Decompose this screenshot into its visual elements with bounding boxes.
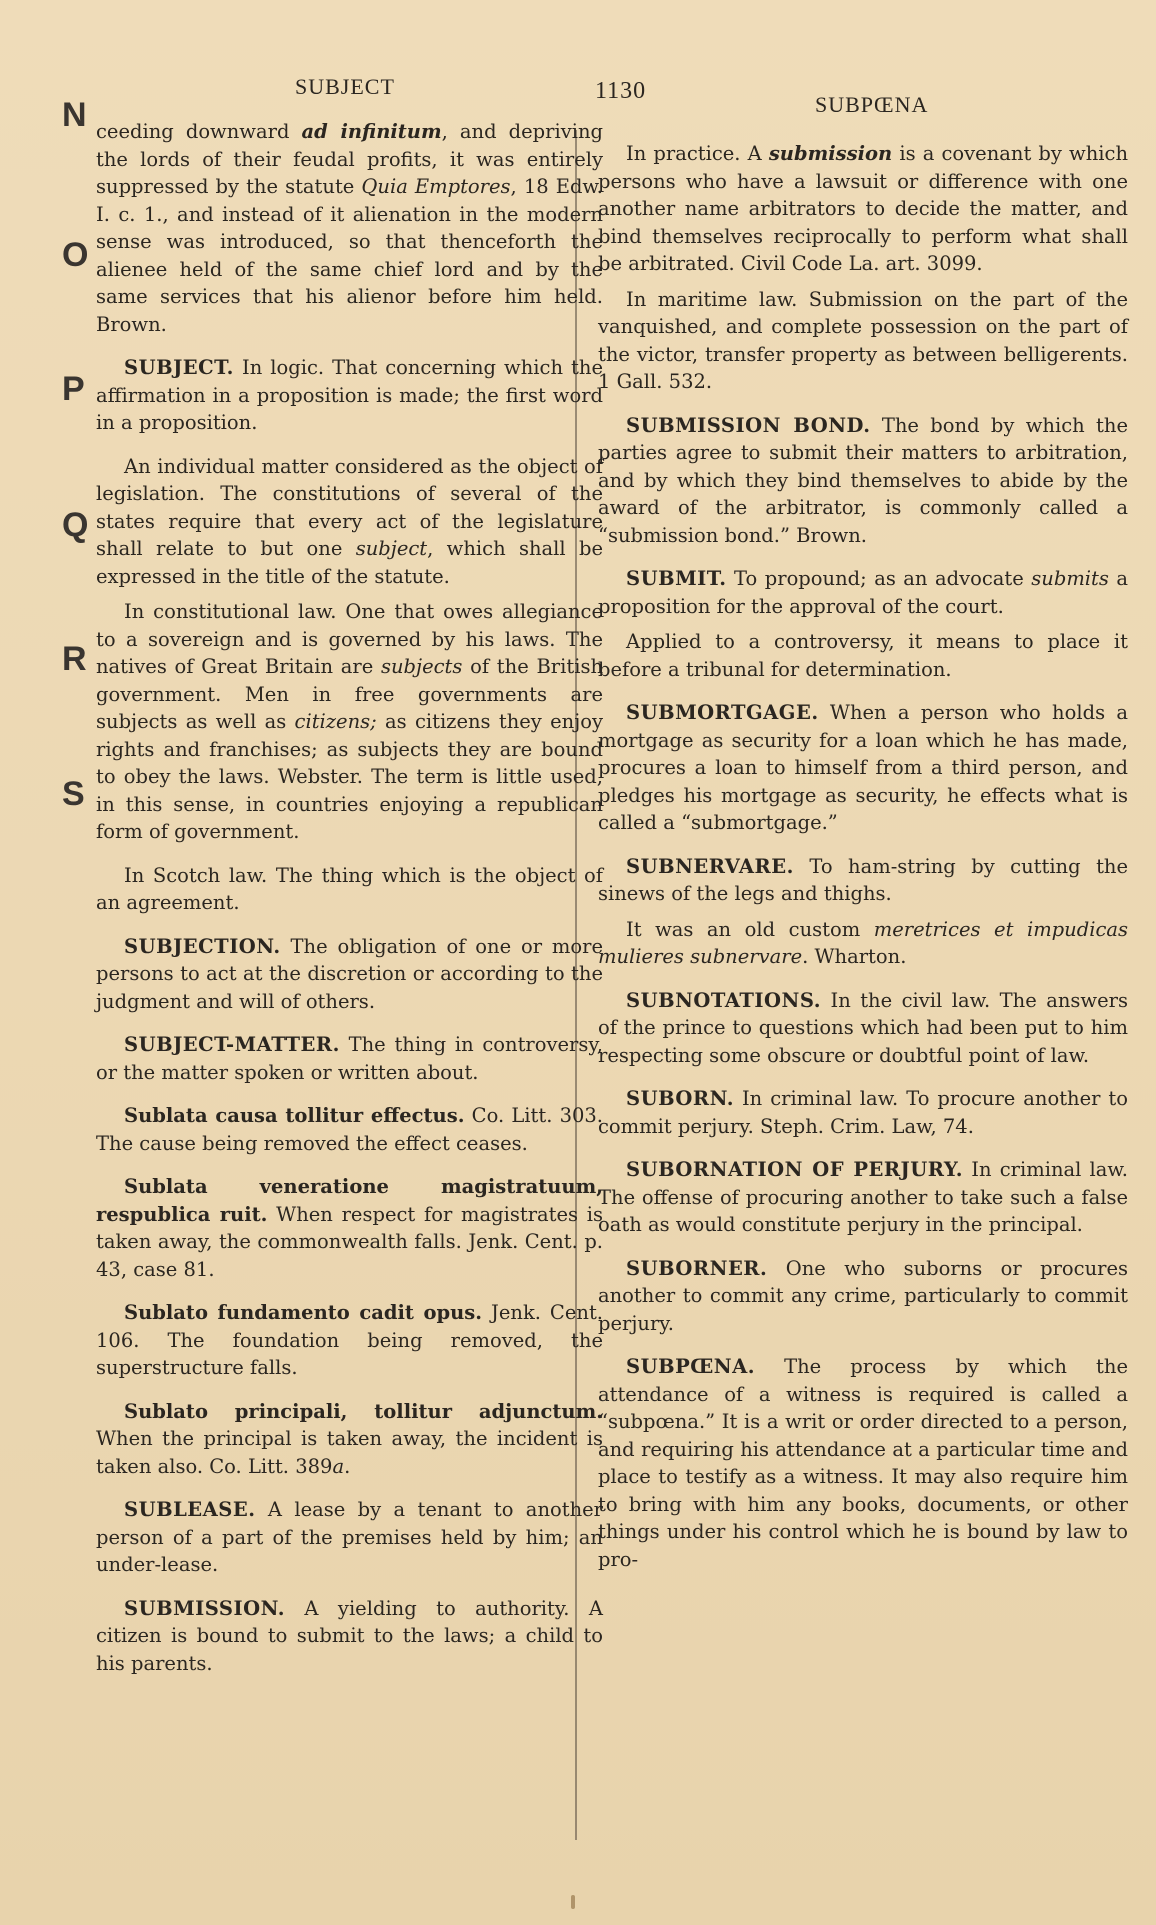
entry-submission-bond: SUBMISSION BOND. The bond by which the parties agree to submit their matters to arbitration, and by which they bind themselves to abide by the award of the arbitrator, is commonly called a “submission bond.” Brown. (598, 413, 1128, 547)
thumb-tab-s[interactable]: S (62, 775, 85, 813)
entry-subpoena: SUBPŒNA. The process by which the attendance of a witness is required is called a “subpœna.” It is a writ or order directed to a person, and requiring his attendance at a particular time and place to testify as a witness. It may also require him to bring with him any books, documents, or other things under his control which he is bound by law to pro- (598, 1355, 1128, 1571)
entry-suborner: SUBORNER. One who suborns or procures another to commit any crime, particularly to commit perjury. (598, 1256, 1128, 1335)
page-number: 1130 (595, 78, 647, 104)
entry-subnotations: SUBNOTATIONS. In the civil law. The answers of the prince to questions which had been put to him respecting some obscure or doubtful point of law. (598, 988, 1128, 1067)
paper-blemish (571, 1895, 575, 1909)
entry-suborn: SUBORN. In criminal law. To procure another to commit perjury. Steph. Crim. Law, 74. (598, 1087, 1128, 1138)
entry-headword: SUBNOTATIONS. (626, 988, 822, 1012)
entry-headword: SUBNERVARE. (626, 854, 794, 878)
maxim-headword: Sublata veneratione magistratuum, respublica ruit. (96, 1175, 603, 1226)
entry-sublease: SUBLEASE. A lease by a tenant to another person of a part of the premises held by him; an under-lease. (96, 1498, 603, 1576)
entry-paragraph: It was an old custom meretrices et impudicas mulieres subnervare. Wharton. (598, 917, 1128, 968)
entry-paragraph: In constitutional law. One that owes allegiance to a sovereign and is governed by his laws. The natives of Great Britain are subjects of the British government. Men in free governments are subjects as well as citizens; as citizens they enjoy rights and franchises; as subjects they are bound to obey the laws. Webster. The term is little used, in this sense, in countries enjoying a republican form of government. (96, 600, 604, 843)
entry-subject: SUBJECT. In logic. That concerning which the affirmation in a proposition is made; the first word in a proposition. (96, 356, 603, 434)
entry-paragraph: Applied to a controversy, it means to place it before a tribunal for determination. (598, 630, 1128, 681)
entry-headword: SUBORNER. (626, 1256, 768, 1280)
entry-headword: SUBJECT-MATTER. (124, 1033, 340, 1056)
entry-submit: SUBMIT. To propound; as an advocate submits a proposition for the approval of the court. (598, 567, 1129, 618)
entry-headword: SUBJECTION. (124, 934, 281, 958)
entry-paragraph: An individual matter considered as the object of legislation. The constitutions of several of the states require that every act of the legislature shall relate to but one subject, which shall be expressed in the title of the statute. (96, 454, 603, 588)
entry-submission: SUBMISSION. A yielding to authority. A citizen is bound to submit to the laws; a child to his parents. (96, 1596, 603, 1675)
entry-paragraph: In Scotch law. The thing which is the object of an agreement. (96, 863, 603, 914)
entry-paragraph: In practice. A submission is a covenant by which persons who have a lawsuit or difference with one another name arbitrators to decide the matter, and bind themselves reciprocally to perform what shall be arbitrated. Civil Code La. art. 3099. (598, 142, 1129, 275)
entry-submortgage: SUBMORTGAGE. When a person who holds a mortgage as security for a loan which he has made, procures a loan to himself from a third person, and pledges his mortgage as security, he effects what is called a “submortgage.” (598, 701, 1128, 834)
thumb-tab-o[interactable]: O (62, 236, 89, 274)
header-right-term: SUBPŒNA (815, 92, 929, 117)
maxim-entry: Sublato fundamento cadit opus. Jenk. Cent. 106. The foundation being removed, the superstructure falls. (96, 1301, 603, 1379)
entry-headword: SUBORN. (626, 1087, 734, 1110)
maxim-entry: Sublata causa tollitur effectus. Co. Litt. 303. The cause being removed the effect ceases. (96, 1104, 603, 1155)
entry-headword: SUBLEASE. (124, 1498, 256, 1521)
entry-subnervare: SUBNERVARE. To ham-string by cutting the sinews of the legs and thighs. (598, 854, 1128, 905)
entry-headword: SUBPŒNA. (626, 1355, 755, 1378)
entry-headword: SUBMIT. (626, 567, 727, 590)
entry-headword: SUBMORTGAGE. (626, 701, 819, 724)
thumb-tab-r[interactable]: R (62, 640, 87, 678)
header-left-term: SUBJECT (295, 74, 395, 99)
entry-continuation: ceeding downward ad infinitum, and depriving the lords of their feudal profits, it was entirely suppressed by the statute Quia Emptores, 18 Edw. I. c. 1., and instead of it alienation in the modern sense was introduced, so that thenceforth the alienee held of the same chief lord and by the same services that his alienor before him held. Brown. (96, 120, 603, 336)
maxim-headword: Sublato fundamento cadit opus. (124, 1301, 483, 1324)
entry-subornation-of-perjury: SUBORNATION OF PERJURY. In criminal law. The offense of procuring another to take such a false oath as would constitute perjury in the principal. (598, 1158, 1128, 1236)
entry-paragraph: In maritime law. Submission on the part of the vanquished, and complete possession on the part of the victor, transfer property as between belligerents. 1 Gall. 532. (598, 287, 1128, 393)
entry-subject-matter: SUBJECT-MATTER. The thing in controversy, or the matter spoken or written about. (96, 1033, 603, 1084)
right-column (598, 140, 1128, 1589)
entry-headword: SUBMISSION. (124, 1596, 285, 1620)
thumb-tab-p[interactable]: P (62, 370, 85, 408)
thumb-tab-n[interactable]: N (62, 96, 87, 134)
maxim-entry: Sublata veneratione magistratuum, respublica ruit. When respect for magistrates is taken away, the commonwealth falls. Jenk. Cent. p. 43, case 81. (96, 1175, 604, 1281)
page-header (0, 70, 1156, 117)
thumb-tab-q[interactable]: Q (62, 506, 89, 544)
left-column (48, 118, 603, 1693)
maxim-headword: Sublato principali, tollitur adjunctum. (124, 1399, 603, 1423)
maxim-entry: Sublato principali, tollitur adjunctum. When the principal is taken away, the incident is taken also. Co. Litt. 389a. (96, 1399, 603, 1478)
maxim-headword: Sublata causa tollitur effectus. (124, 1104, 465, 1127)
entry-headword: SUBORNATION OF PERJURY. (626, 1158, 964, 1181)
entry-subjection: SUBJECTION. The obligation of one or more persons to act at the discretion or according to the judgment and will of others. (96, 934, 603, 1013)
entry-headword: SUBJECT. (124, 356, 234, 379)
entry-headword: SUBMISSION BOND. (626, 413, 871, 437)
